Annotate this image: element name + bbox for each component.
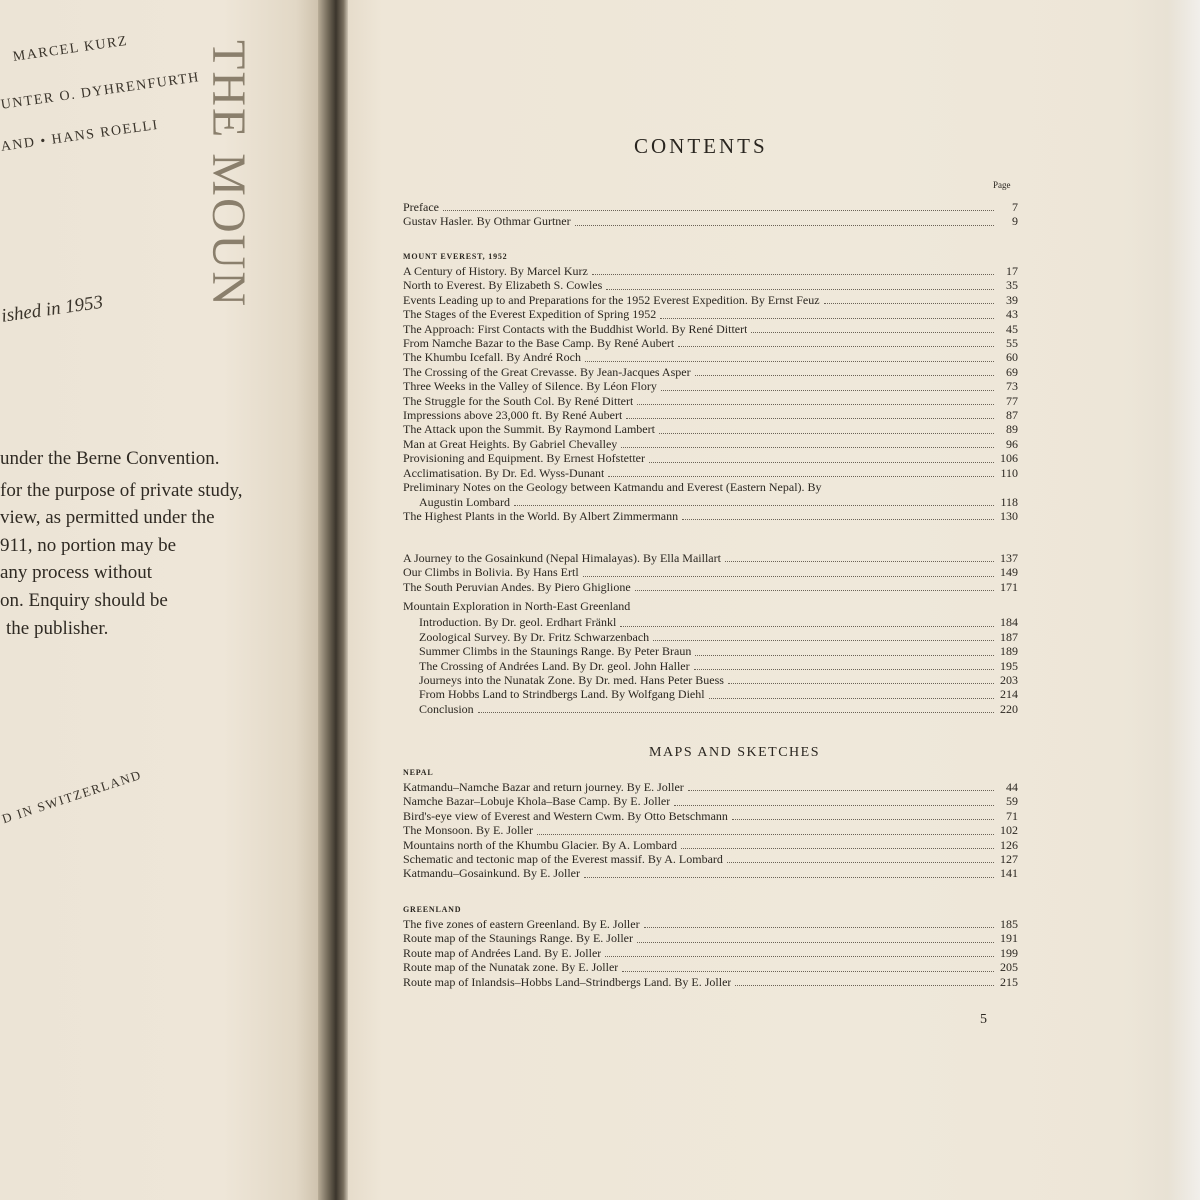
author-line-1: MARCEL KURZ bbox=[12, 33, 129, 65]
toc-entry: From Hobbs Land to Strindbergs Land. By Wolfgang Diehl 214 bbox=[419, 687, 1018, 702]
toc-entry: Katmandu–Namche Bazar and return journey. By E. Joller 44 bbox=[403, 780, 1018, 794]
toc-entry: Introduction. By Dr. geol. Erdhart Fränkl 184 bbox=[419, 615, 1018, 630]
copyright-line-5: any process without bbox=[0, 562, 152, 583]
toc-entry: Route map of the Nunatak zone. By E. Joller 205 bbox=[403, 960, 1018, 975]
toc-entry: Route map of Andrées Land. By E. Joller 199 bbox=[403, 945, 1018, 960]
toc-entry: Zoological Survey. By Dr. Fritz Schwarzenbach 187 bbox=[419, 629, 1018, 644]
toc-entry: Summer Climbs in the Staunings Range. By Peter Braun 189 bbox=[419, 644, 1018, 659]
section-label-nepal: NEPAL bbox=[403, 768, 434, 777]
toc-entry: Namche Bazar–Lobuje Khola–Base Camp. By E. Joller 59 bbox=[403, 794, 1018, 809]
toc-entry: From Namche Bazar to the Base Camp. By René Aubert 55 bbox=[403, 336, 1018, 351]
toc-entry: Route map of Inlandsis–Hobbs Land–Strindbergs Land. By E. Joller 215 bbox=[403, 974, 1018, 989]
toc-entry: Preface 7 bbox=[403, 200, 1018, 214]
toc-front-list bbox=[403, 200, 1018, 229]
book-gutter bbox=[318, 0, 348, 1200]
toc-entry: The Struggle for the South Col. By René Dittert 77 bbox=[403, 393, 1018, 408]
toc-entry: Conclusion 220 bbox=[419, 701, 1018, 716]
toc-entry: Our Climbs in Bolivia. By Hans Ertl 149 bbox=[403, 565, 1018, 580]
contents-title: CONTENTS bbox=[634, 134, 768, 158]
published-note: ished in 1953 bbox=[0, 291, 105, 327]
toc-entry: Route map of the Staunings Range. By E. Joller 191 bbox=[403, 931, 1018, 946]
toc-entry: Impressions above 23,000 ft. By René Aubert 87 bbox=[403, 408, 1018, 423]
toc-greenland-list bbox=[403, 599, 1018, 716]
toc-entry: Man at Great Heights. By Gabriel Chevalley 96 bbox=[403, 436, 1018, 451]
toc-other-list bbox=[403, 551, 1018, 594]
toc-entry: The Approach: First Contacts with the Buddhist World. By René Dittert 45 bbox=[403, 321, 1018, 336]
toc-greenland-heading: Mountain Exploration in North-East Greenland bbox=[403, 599, 631, 613]
toc-entry: The Highest Plants in the World. By Albert Zimmermann 130 bbox=[403, 508, 1018, 523]
toc-entry: Journeys into the Nunatak Zone. By Dr. med. Hans Peter Buess 203 bbox=[419, 673, 1018, 688]
author-line-3: AND • HANS ROELLI bbox=[0, 117, 160, 155]
copyright-line-7: the publisher. bbox=[6, 618, 109, 639]
section-label-greenland: GREENLAND bbox=[403, 905, 462, 914]
toc-entry: Schematic and tectonic map of the Everest massif. By A. Lombard 127 bbox=[403, 852, 1018, 867]
maps-nepal-list bbox=[403, 768, 1018, 881]
toc-entry: Events Leading up to and Preparations for the 1952 Everest Expedition. By Ernst Feuz 39 bbox=[403, 292, 1018, 307]
toc-entry: North to Everest. By Elizabeth S. Cowles 35 bbox=[403, 278, 1018, 293]
toc-entry: The Attack upon the Summit. By Raymond Lambert 89 bbox=[403, 422, 1018, 437]
maps-title: MAPS AND SKETCHES bbox=[649, 745, 820, 760]
imprint-text: D IN SWITZERLAND bbox=[0, 766, 144, 827]
author-line-2: UNTER O. DYHRENFURTH bbox=[0, 70, 201, 113]
section-label-everest: MOUNT EVEREST, 1952 bbox=[403, 252, 508, 261]
left-page bbox=[0, 0, 318, 1200]
toc-entry: The Khumbu Icefall. By André Roch 60 bbox=[403, 350, 1018, 365]
toc-entry: The South Peruvian Andes. By Piero Ghiglione 171 bbox=[403, 579, 1018, 594]
toc-entry: The Stages of the Everest Expedition of Spring 1952 43 bbox=[403, 307, 1018, 322]
page-edge-shadow bbox=[1120, 0, 1200, 1200]
toc-entry: Mountains north of the Khumbu Glacier. By A. Lombard 126 bbox=[403, 837, 1018, 852]
toc-entry: Katmandu–Gosainkund. By E. Joller 141 bbox=[403, 866, 1018, 881]
toc-entry-geology-line1: Preliminary Notes on the Geology between Katmandu and Everest (Eastern Nepal). By bbox=[403, 480, 822, 495]
toc-entry: Acclimatisation. By Dr. Ed. Wyss-Dunant 110 bbox=[403, 465, 1018, 480]
toc-entry: Bird's-eye view of Everest and Western Cwm. By Otto Betschmann 71 bbox=[403, 808, 1018, 823]
page-column-header: Page bbox=[993, 180, 1011, 190]
copyright-line-6: on. Enquiry should be bbox=[0, 590, 168, 611]
maps-greenland-list bbox=[403, 905, 1018, 989]
toc-entry-geology-line2: Augustin Lombard 118 bbox=[419, 494, 1018, 509]
toc-entry: Provisioning and Equipment. By Ernest Hofstetter 106 bbox=[403, 451, 1018, 466]
page-number: 5 bbox=[980, 1012, 987, 1027]
toc-entry: Three Weeks in the Valley of Silence. By Léon Flory 73 bbox=[403, 379, 1018, 394]
toc-entry: The Crossing of Andrées Land. By Dr. geol. John Haller 195 bbox=[419, 658, 1018, 673]
copyright-line-4: 911, no portion may be bbox=[0, 535, 177, 556]
toc-entry: The Monsoon. By E. Joller 102 bbox=[403, 823, 1018, 838]
copyright-line-1: under the Berne Convention. bbox=[0, 448, 220, 469]
toc-entry: A Journey to the Gosainkund (Nepal Himalayas). By Ella Maillart 137 bbox=[403, 551, 1018, 565]
book-spine-title: THE MOUN bbox=[202, 40, 255, 308]
toc-entry: The Crossing of the Great Crevasse. By Jean-Jacques Asper 69 bbox=[403, 364, 1018, 379]
toc-everest-section bbox=[403, 252, 1018, 523]
copyright-line-3: view, as permitted under the bbox=[0, 507, 215, 528]
toc-entry: Gustav Hasler. By Othmar Gurtner 9 bbox=[403, 214, 1018, 229]
copyright-line-2: for the purpose of private study, bbox=[0, 480, 243, 501]
toc-entry: A Century of History. By Marcel Kurz 17 bbox=[403, 264, 1018, 278]
toc-entry: The five zones of eastern Greenland. By E. Joller 185 bbox=[403, 917, 1018, 931]
